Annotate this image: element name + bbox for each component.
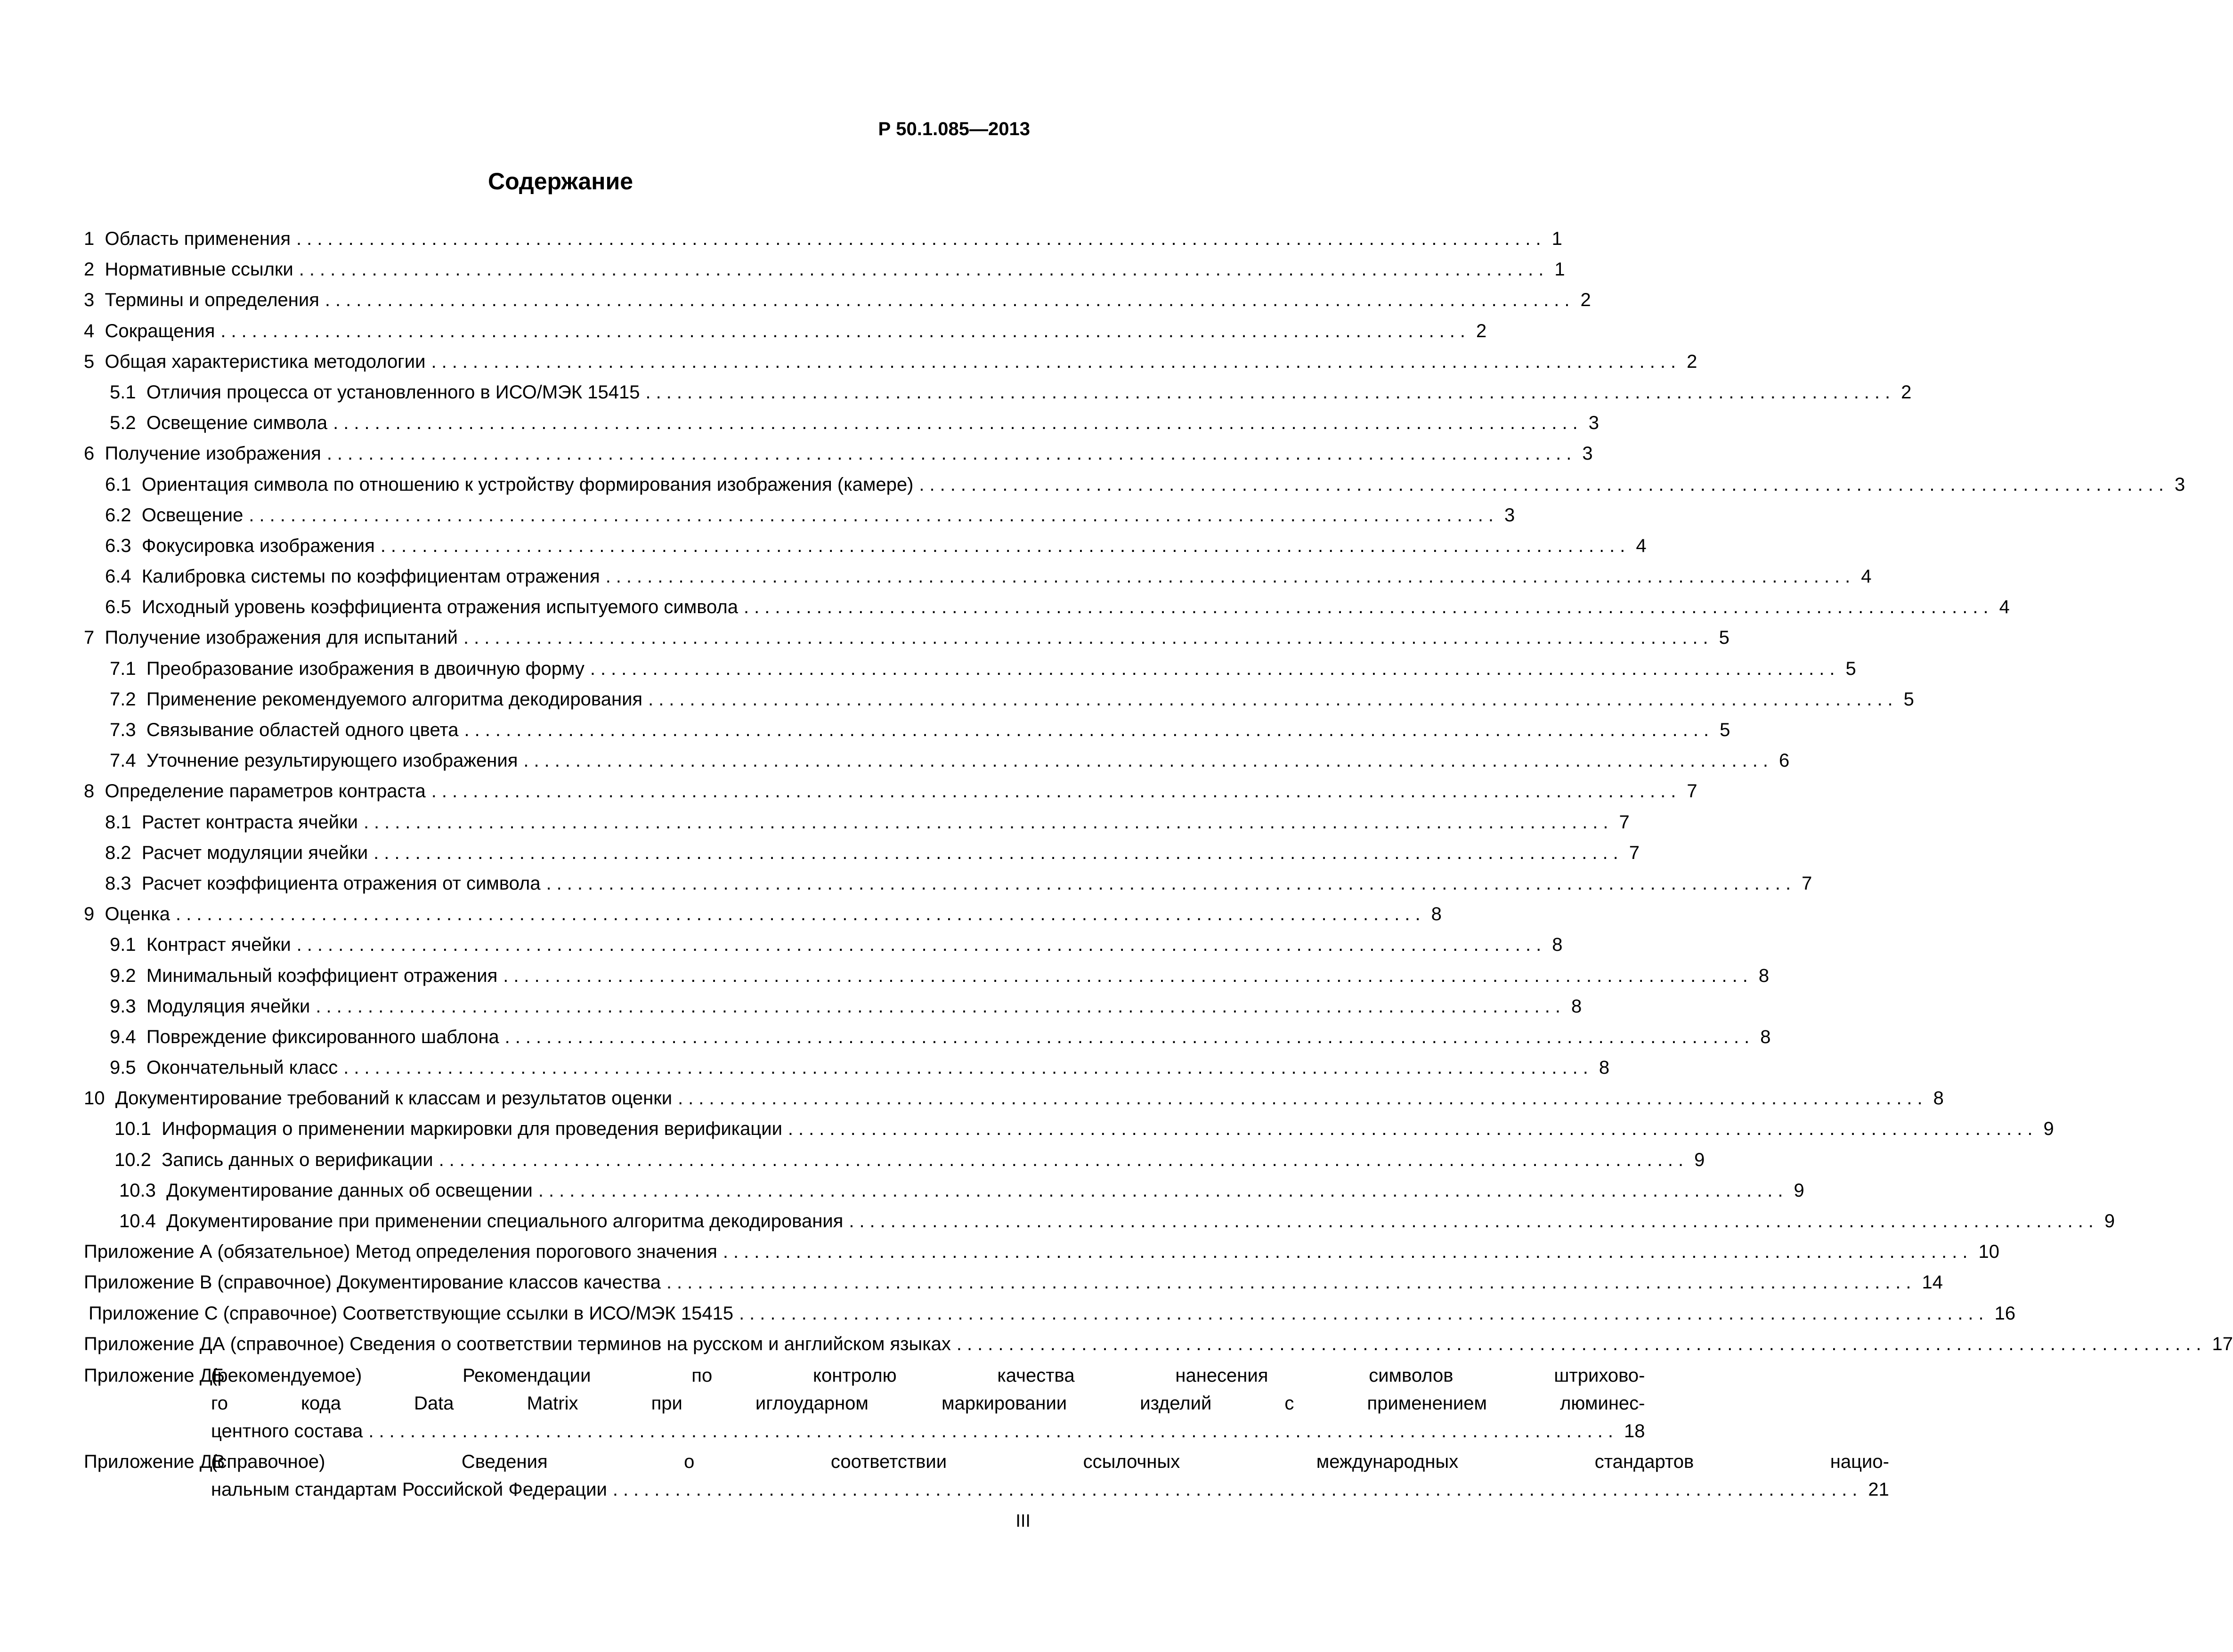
toc-entry-9[interactable]: 9 Оценка ........................................................................................................................ 8 (84, 904, 1442, 925)
toc-entry-10-1[interactable]: 10.1 Информация о применении маркировки для проведения верификации ........................................................................................................................ 9 (114, 1118, 2054, 1140)
toc-entry-8-3[interactable]: 8.3 Расчет коэффициента отражения от символа ........................................................................................................................ 7 (105, 873, 1812, 894)
toc-entry-7[interactable]: 7 Получение изображения для испытаний ........................................................................................................................ 5 (84, 627, 1730, 648)
toc-entry-6-4[interactable]: 6.4 Калибровка системы по коэффициентам отражения ........................................................................................................................ 4 (105, 566, 1872, 587)
toc-entry-9-3[interactable]: 9.3 Модуляция ячейки ........................................................................................................................ 8 (110, 996, 1582, 1017)
document-code: Р 50.1.085—2013 (878, 119, 1030, 139)
toc-entry-8-1[interactable]: 8.1 Растет контраста ячейки ........................................................................................................................ 7 (105, 811, 1630, 833)
toc-entry-10-2[interactable]: 10.2 Запись данных о верификации ........................................................................................................................ 9 (114, 1149, 1705, 1170)
toc-entry-6-1[interactable]: 6.1 Ориентация символа по отношению к устройству формирования изображения (камере) ........................................................................................................................ 3 (105, 474, 2185, 495)
toc-appendix-b[interactable]: Приложение В (справочное) Документирование классов качества ........................................................................................................................ 14 (84, 1272, 1943, 1293)
toc-entry-1[interactable]: 1 Область применения ........................................................................................................................ 1 (84, 228, 1562, 249)
toc-entry-7-4[interactable]: 7.4 Уточнение результирующего изображения ........................................................................................................................ 6 (110, 750, 1790, 771)
toc-appendix-dv[interactable]: Приложение ДВ (справочное) Сведения о соответствии ссылочных международных стандартов нацио- нальным стандартам Российской Федерации ........................................................................................................................ 21 (84, 1447, 1035, 1502)
toc-entry-7-2[interactable]: 7.2 Применение рекомендуемого алгоритма декодирования ........................................................................................................................ 5 (110, 688, 1914, 710)
toc-entry-4[interactable]: 4 Сокращения ........................................................................................................................ 2 (84, 320, 1487, 341)
toc-entry-5[interactable]: 5 Общая характеристика методологии ........................................................................................................................ 2 (84, 351, 1697, 372)
appendix-dv-label: Приложение ДВ (84, 1451, 225, 1472)
toc-entry-9-4[interactable]: 9.4 Повреждение фиксированного шаблона ........................................................................................................................ 8 (110, 1026, 1771, 1047)
page-title: Содержание (487, 168, 633, 194)
toc-appendix-a[interactable]: Приложение А (обязательное) Метод определения порогового значения ........................................................................................................................ 10 (84, 1241, 1999, 1263)
toc-appendix-da[interactable]: Приложение ДА (справочное) Сведения о соответствии терминов на русском и английском языках ........................................................................................................................ 17 (84, 1333, 2233, 1354)
toc-entry-3[interactable]: 3 Термины и определения ........................................................................................................................ 2 (84, 290, 1591, 311)
toc-entry-9-2[interactable]: 9.2 Минимальный коэффициент отражения ........................................................................................................................ 8 (110, 965, 1770, 986)
page-number: III (1015, 1511, 1031, 1531)
toc-entry-6-3[interactable]: 6.3 Фокусировка изображения ........................................................................................................................ 4 (105, 535, 1647, 556)
toc-entry-5-2[interactable]: 5.2 Освещение символа ........................................................................................................................ 3 (110, 413, 1599, 434)
table-of-contents (84, 224, 2233, 1502)
toc-entry-7-1[interactable]: 7.1 Преобразование изображения в двоичную форму ........................................................................................................................ 5 (110, 658, 1856, 679)
toc-entry-5-1[interactable]: 5.1 Отличия процесса от установленного в ИСО/МЭК 15415 ........................................................................................................................ 2 (110, 381, 1912, 403)
toc-entry-6-5[interactable]: 6.5 Исходный уровень коэффициента отражения испытуемого символа ........................................................................................................................ 4 (105, 597, 2010, 618)
toc-entry-6-2[interactable]: 6.2 Освещение ........................................................................................................................ 3 (105, 504, 1515, 526)
toc-entry-10-3[interactable]: 10.3 Документирование данных об освещении ........................................................................................................................ 9 (119, 1180, 1804, 1201)
toc-entry-8-2[interactable]: 8.2 Расчет модуляции ячейки ........................................................................................................................ 7 (105, 842, 1640, 863)
toc-entry-9-5[interactable]: 9.5 Окончательный класс ........................................................................................................................ 8 (110, 1057, 1610, 1078)
toc-entry-9-1[interactable]: 9.1 Контраст ячейки ........................................................................................................................ 8 (110, 934, 1563, 956)
toc-entry-7-3[interactable]: 7.3 Связывание областей одного цвета ........................................................................................................................ 5 (110, 720, 1730, 740)
toc-appendix-c[interactable]: Приложение С (справочное) Соответствующие ссылки в ИСО/МЭК 15415 ........................................................................................................................ 16 (89, 1303, 2016, 1324)
toc-entry-10[interactable]: 10 Документирование требований к классам и результатов оценки ........................................................................................................................ 8 (84, 1088, 1944, 1109)
toc-entry-2[interactable]: 2 Нормативные ссылки ........................................................................................................................ 1 (84, 259, 1565, 280)
toc-entry-8[interactable]: 8 Определение параметров контраста ........................................................................................................................ 7 (84, 781, 1697, 802)
toc-appendix-db[interactable]: Приложение ДБ (рекомендуемое) Рекомендации по контролю качества нанесения символов штрихово- го кода Data Matrix при иглоударном маркировании изделий с применением люминес- центного состава ........................................................................................................................ 18 (84, 1360, 1035, 1444)
toc-entry-6[interactable]: 6 Получение изображения ........................................................................................................................ 3 (84, 443, 1593, 464)
appendix-db-label: Приложение ДБ (84, 1365, 225, 1386)
toc-entry-10-4[interactable]: 10.4 Документирование при применении специального алгоритма декодирования ........................................................................................................................ 9 (119, 1211, 2115, 1231)
